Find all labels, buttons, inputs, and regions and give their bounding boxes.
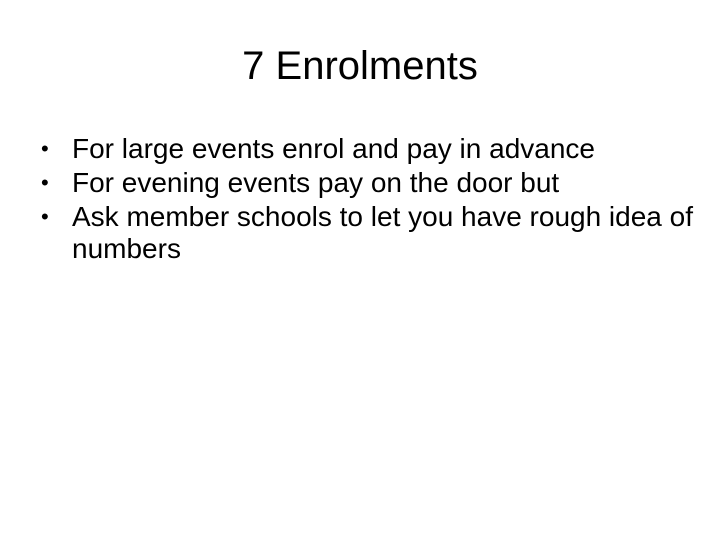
bullet-dot-icon: •	[41, 204, 49, 229]
bullet-text: Ask member schools to let you have rough idea of numbers	[72, 201, 694, 264]
bullet-text: For large events enrol and pay in advance	[72, 133, 595, 164]
slide-title: 7 Enrolments	[242, 44, 478, 88]
bullet-item	[36, 201, 696, 265]
bullet-item	[36, 167, 696, 199]
bullet-item	[36, 133, 696, 165]
bullet-text: For evening events pay on the door but	[72, 167, 560, 198]
bullet-dot-icon: •	[41, 136, 49, 161]
bullet-list	[36, 133, 696, 267]
bullet-dot-icon: •	[41, 170, 49, 195]
